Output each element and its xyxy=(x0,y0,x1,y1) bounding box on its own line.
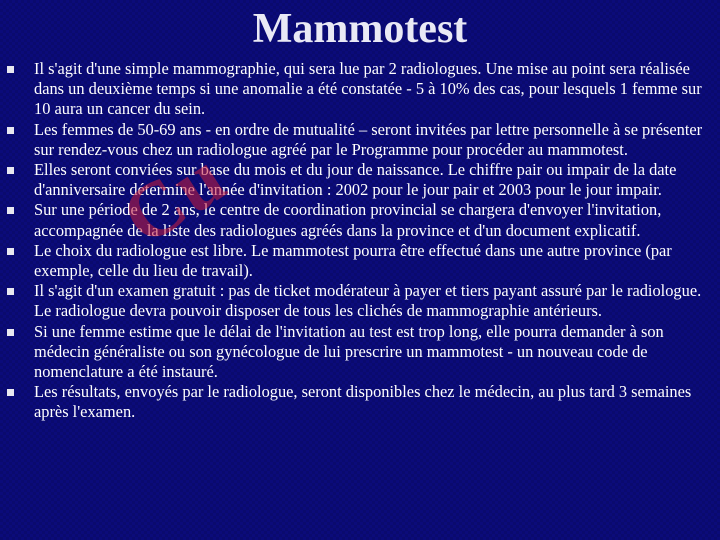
slide-title: Mammotest xyxy=(252,6,468,52)
bullet-item xyxy=(0,120,720,160)
bullet-square-icon xyxy=(7,66,14,73)
bullet-text: Les femmes de 50-69 ans - en ordre de mutualité – seront invitées par lettre personnelle à se présenter sur rendez-vous chez un radiologue agréé par le Programme pour procéder au mammotest. xyxy=(34,119,703,159)
bullet-square-icon xyxy=(7,329,14,336)
bullet-square-icon xyxy=(7,248,14,255)
bullet-square-icon xyxy=(7,207,14,214)
bullet-square-icon xyxy=(7,288,14,295)
bullet-text: Sur une période de 2 ans, le centre de coordination provincial se chargera d'envoyer l'invitation, accompagnée de la liste des radiologues agréés dans la province et d'un document explicatif. xyxy=(34,200,662,240)
bullet-square-icon xyxy=(7,389,14,396)
bullet-item xyxy=(0,382,720,422)
bullet-item xyxy=(0,59,720,120)
bullet-square-icon xyxy=(7,127,14,134)
bullet-item xyxy=(0,322,720,383)
bullet-list xyxy=(0,59,720,423)
bullet-text: Elles seront conviées sur base du mois et du jour de naissance. Le chiffre pair ou impair de la date d'anniversaire détermine l'année d'invitation : 2002 pour le jour pair et 2003 pour le jour impair. xyxy=(34,160,677,200)
bullet-square-icon xyxy=(7,167,14,174)
bullet-text: Il s'agit d'un examen gratuit : pas de ticket modérateur à payer et tiers payant assuré par le radiologue. Le radiologue devra pouvoir disposer de tous les clichés de mammographie antérieurs. xyxy=(34,281,702,321)
watermark-text: Cu xyxy=(106,131,242,262)
bullet-item xyxy=(0,241,720,281)
bullet-text: Le choix du radiologue est libre. Le mammotest pourra être effectué dans une autre province (par exemple, celle du lieu de travail). xyxy=(34,240,672,281)
bullet-item xyxy=(0,160,720,200)
bullet-item xyxy=(0,200,720,240)
bullet-text: Si une femme estime que le délai de l'invitation au test est trop long, elle pourra demander à son médecin généraliste ou son gynécologue de lui prescrire un mammotest - un nouveau code de nomenclature a été instauré. xyxy=(34,321,664,382)
bullet-text: Les résultats, envoyés par le radiologue, seront disponibles chez le médecin, au plus tard 3 semaines après l'examen. xyxy=(34,382,692,422)
bullet-item xyxy=(0,281,720,321)
bullet-text: Il s'agit d'une simple mammographie, qui sera lue par 2 radiologues. Une mise au point sera réalisée dans un deuxième temps si une anomalie a été constatée - 5 à 10% des cas, pour lesquels 1 femme sur 10 aura un cancer du sein. xyxy=(34,59,702,119)
